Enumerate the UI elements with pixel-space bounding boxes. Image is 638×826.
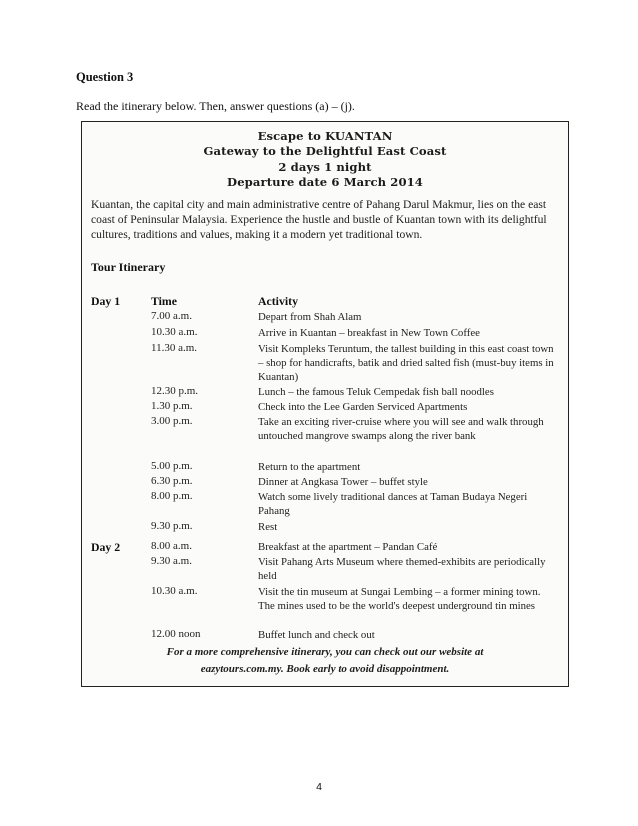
itinerary-subtitle: Gateway to the Delightful East Coast [203, 144, 447, 158]
day1-activity-1: Depart from Shah Alam [258, 311, 362, 323]
activity-column-header: Activity [258, 294, 298, 308]
tour-itinerary-heading: Tour Itinerary [91, 260, 166, 274]
itinerary-duration: 2 days 1 night [278, 160, 372, 174]
day1-activity-2: Arrive in Kuantan – breakfast in New Town Coffee [258, 327, 480, 339]
day1-activity-3: Visit Kompleks Teruntum, the tallest building in this east coast town – shop for handicrafts, batik and dried salted fish (must-buy items in Kuantan) [258, 343, 554, 383]
day2-time-3: 10.30 a.m. [151, 585, 198, 597]
day1-time-10: 9.30 p.m. [151, 520, 193, 532]
day1-activity-7: Return to the apartment [258, 461, 361, 473]
day1-time-9: 8.00 p.m. [151, 490, 193, 502]
day1-time-5: 1.30 p.m. [151, 400, 193, 412]
itinerary-intro: Kuantan, the capital city and main administrative centre of Pahang Darul Makmur, lies on the east coast of Peninsular Malaysia. Experience the hustle and bustle of Kuantan town with its delightful cultures, traditions and values, making it a modern yet traditional town. [91, 198, 547, 241]
day2-time-1: 8.00 a.m. [151, 540, 192, 552]
day1-activity-9: Watch some lively traditional dances at Taman Budaya Negeri Pahang [258, 491, 528, 517]
page-number: 4 [316, 781, 322, 793]
day2-activity-1: Breakfast at the apartment – Pandan Café [258, 541, 438, 553]
day2-activity-3: Visit the tin museum at Sungai Lembing – a former mining town. The mines used to be the world's deepest underground tin mines [258, 586, 541, 612]
day1-time-2: 10.30 a.m. [151, 326, 198, 338]
itinerary-title: Escape to KUANTAN [257, 129, 393, 143]
day-1-label: Day 1 [91, 294, 121, 308]
day1-activity-8: Dinner at Angkasa Tower – buffet style [258, 476, 428, 488]
day1-activity-5: Check into the Lee Garden Serviced Apartments [258, 401, 468, 413]
day1-activity-10: Rest [258, 521, 278, 533]
day1-time-1: 7.00 a.m. [151, 310, 192, 322]
day1-activity-4: Lunch – the famous Teluk Cempedak fish ball noodles [258, 386, 494, 398]
day-2-label: Day 2 [91, 540, 121, 554]
question-title: Question 3 [76, 70, 134, 84]
day2-time-2: 9.30 a.m. [151, 555, 192, 567]
day1-time-3: 11.30 a.m. [151, 342, 198, 354]
day1-activity-6: Take an exciting river-cruise where you will see and walk through untouched mangrove swamps along the river bank [258, 416, 544, 442]
time-column-header: Time [151, 294, 177, 308]
question-instruction: Read the itinerary below. Then, answer questions (a) – (j). [76, 99, 355, 113]
day1-time-7: 5.00 p.m. [151, 460, 193, 472]
itinerary-box [81, 121, 569, 687]
day2-time-4: 12.00 noon [151, 628, 201, 640]
day2-activity-2: Visit Pahang Arts Museum where themed-exhibits are periodically held [258, 556, 546, 582]
day1-time-8: 6.30 p.m. [151, 475, 193, 487]
itinerary-footer: For a more comprehensive itinerary, you can check out our website at eazytours.com.my. Book early to avoid disappointment. [166, 646, 484, 675]
day1-time-6: 3.00 p.m. [151, 415, 193, 427]
day2-activity-4: Buffet lunch and check out [258, 629, 375, 641]
itinerary-departure: Departure date 6 March 2014 [227, 175, 423, 189]
day1-time-4: 12.30 p.m. [151, 385, 199, 397]
